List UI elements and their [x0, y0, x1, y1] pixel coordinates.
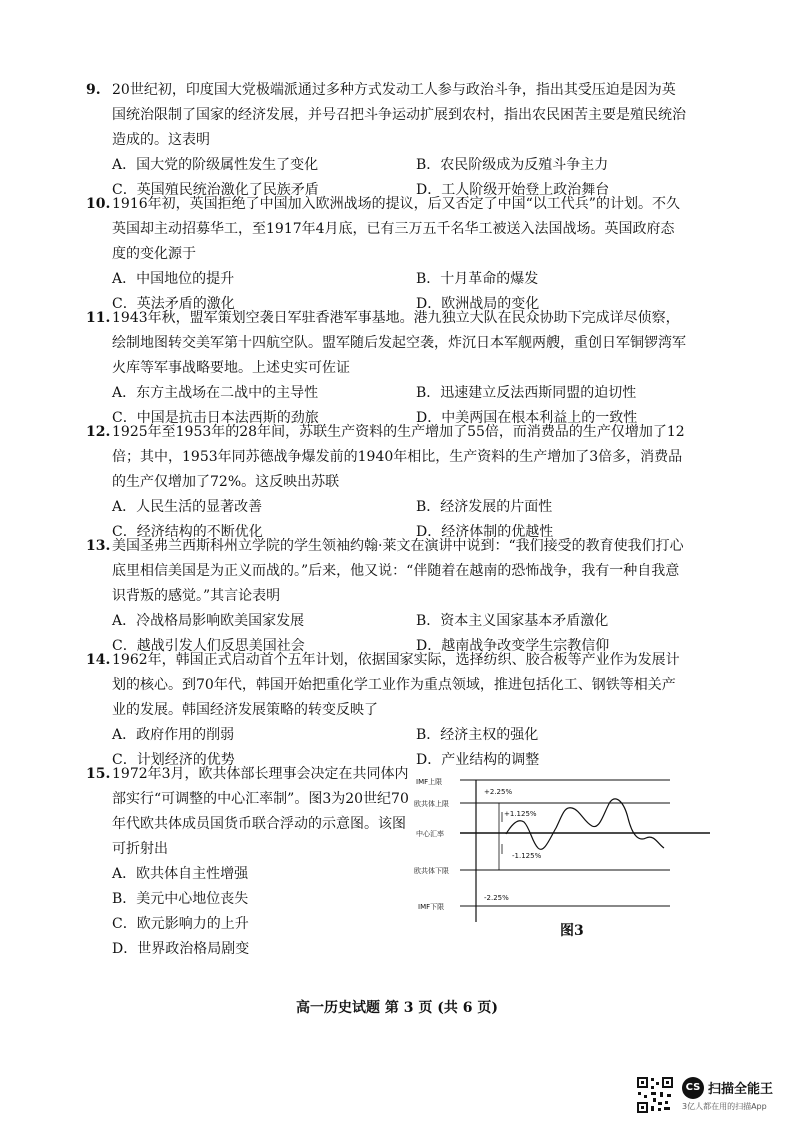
option-b[interactable]: B．迅速建立反法西斯同盟的迫切性 — [416, 385, 637, 401]
option-d[interactable]: D．工人阶级开始登上政治舞台 — [416, 182, 610, 198]
option-c[interactable]: C．英法矛盾的激化 — [112, 296, 235, 312]
question-number: 14. — [86, 652, 111, 668]
option-d[interactable]: D．经济体制的优越性 — [416, 524, 554, 540]
page-footer: 高一历史试题 第 3 页 (共 6 页) — [296, 1000, 498, 1016]
brand-name: 扫描全能王 — [708, 1082, 774, 1097]
question-number: 10. — [86, 196, 111, 212]
option-c[interactable]: C．经济结构的不断优化 — [112, 524, 263, 540]
question-13 — [86, 534, 686, 659]
option-a[interactable]: A．政府作用的削弱 — [112, 727, 235, 743]
option-d[interactable]: D．世界政治格局剧变 — [112, 941, 250, 957]
value-imf-upper: +2.25% — [484, 788, 513, 796]
question-stem: 1972年3月，欧共体部长理事会决定在共同体内部实行“可调整的中心汇率制”。图3为20世纪70年代欧共体成员国货币联合浮动的示意图。该图可折射出 — [112, 766, 409, 857]
question-stem: 1916年初，英国拒绝了中国加入欧洲战场的提议，后又否定了中国“以工代兵”的计划。不久英国却主动招募华工，至1917年4月底，已有三万五千名华工被送入法国战场。英国政府态度的变化源于 — [112, 196, 680, 262]
question-stem: 1925年至1953年的28年间，苏联生产资料的生产增加了55倍，而消费品的生产仅增加了12倍；其中，1953年同苏德战争爆发前的1940年相比，生产资料的生产增加了3倍多，消费品的生产仅增加了72%。这反映出苏联 — [112, 424, 685, 490]
options — [86, 862, 416, 962]
option-a[interactable]: A．国大党的阶级属性发生了变化 — [112, 157, 319, 173]
question-10 — [86, 192, 686, 317]
option-b[interactable]: B．美元中心地位丧失 — [112, 891, 249, 907]
question-14 — [86, 648, 686, 773]
question-stem: 1962年，韩国正式启动首个五年计划，依据国家实际，选择纺织、胶合板等产业作为发展计划的核心。到70年代，韩国开始把重化学工业作为重点领域，推进包括化工、钢铁等相关产业的发展。韩国经济发展策略的转变反映了 — [112, 652, 680, 718]
option-d[interactable]: D．欧洲战局的变化 — [416, 296, 540, 312]
camscanner-logo-icon: CS — [682, 1077, 704, 1099]
option-b[interactable]: B．经济发展的片面性 — [416, 499, 553, 515]
question-stem: 1943年秋，盟军策划空袭日军驻香港军事基地。港九独立大队在民众协助下完成详尽侦察，绘制地图转交美军第十四航空队。盟军随后发起空袭，炸沉日本军舰两艘，重创日军铜锣湾军火库等军事战略要地。上述史实可佐证 — [112, 310, 686, 376]
label-imf-lower: IMF下限 — [418, 903, 445, 911]
qr-code-icon — [636, 1076, 674, 1114]
question-9 — [86, 78, 686, 203]
option-b[interactable]: B．资本主义国家基本矛盾激化 — [416, 613, 609, 629]
question-11 — [86, 306, 686, 431]
question-stem: 20世纪初，印度国大党极端派通过多种方式发动工人参与政治斗争，指出其受压迫是因为英国统治限制了国家的经济发展，并号召把斗争运动扩展到农村，指出农民困苦主要是殖民统治造成的。这表明 — [112, 82, 686, 148]
option-b[interactable]: B．十月革命的爆发 — [416, 271, 539, 287]
question-number: 12. — [86, 424, 111, 440]
option-d[interactable]: D．产业结构的调整 — [416, 752, 540, 768]
option-d[interactable]: D．越南战争改变学生宗教信仰 — [416, 638, 610, 654]
option-b[interactable]: B．经济主权的强化 — [416, 727, 539, 743]
option-a[interactable]: A．冷战格局影响欧美国家发展 — [112, 613, 305, 629]
exchange-rate-band-diagram — [414, 772, 714, 942]
label-ec-lower: 欧共体下限 — [414, 867, 449, 875]
question-stem: 美国圣弗兰西斯科州立学院的学生领袖约翰·莱文在演讲中说到：“我们接受的教育使我们打心底里相信美国是为正义而战的。”后来，他又说：“伴随着在越南的恐怖战争，我有一种自我意识背叛的感觉。”其言论表明 — [112, 538, 684, 604]
option-a[interactable]: A．人民生活的显著改善 — [112, 499, 263, 515]
question-15 — [86, 762, 416, 962]
option-c[interactable]: C．英国殖民统治激化了民族矛盾 — [112, 182, 319, 198]
currency-float-curve — [506, 799, 664, 849]
option-a[interactable]: A．欧共体自主性增强 — [112, 866, 249, 882]
label-center-rate: 中心汇率 — [416, 830, 444, 838]
value-imf-lower: -2.25% — [484, 894, 509, 902]
option-c[interactable]: C．计划经济的优势 — [112, 752, 235, 768]
label-ec-upper: 欧共体上限 — [414, 800, 449, 808]
label-imf-upper: IMF上限 — [416, 778, 443, 786]
question-number: 11. — [86, 310, 111, 326]
option-c[interactable]: C．越战引发人们反思美国社会 — [112, 638, 305, 654]
question-12 — [86, 420, 686, 545]
figure-caption: 图3 — [560, 923, 584, 939]
value-ec-lower: -1.125% — [512, 852, 542, 860]
question-number: 15. — [86, 766, 111, 782]
question-number: 9. — [86, 82, 101, 98]
value-ec-upper: +1.125% — [504, 810, 537, 818]
option-d[interactable]: D．中美两国在根本利益上的一致性 — [416, 410, 638, 426]
question-number: 13. — [86, 538, 111, 554]
option-a[interactable]: A．中国地位的提升 — [112, 271, 235, 287]
option-a[interactable]: A．东方主战场在二战中的主导性 — [112, 385, 319, 401]
scanner-watermark — [636, 1076, 786, 1114]
option-c[interactable]: C．中国是抗击日本法西斯的劲旅 — [112, 410, 319, 426]
option-c[interactable]: C．欧元影响力的上升 — [112, 916, 249, 932]
option-b[interactable]: B．农民阶级成为反殖斗争主力 — [416, 157, 609, 173]
brand-tagline: 3亿人都在用的扫描App — [682, 1102, 767, 1111]
